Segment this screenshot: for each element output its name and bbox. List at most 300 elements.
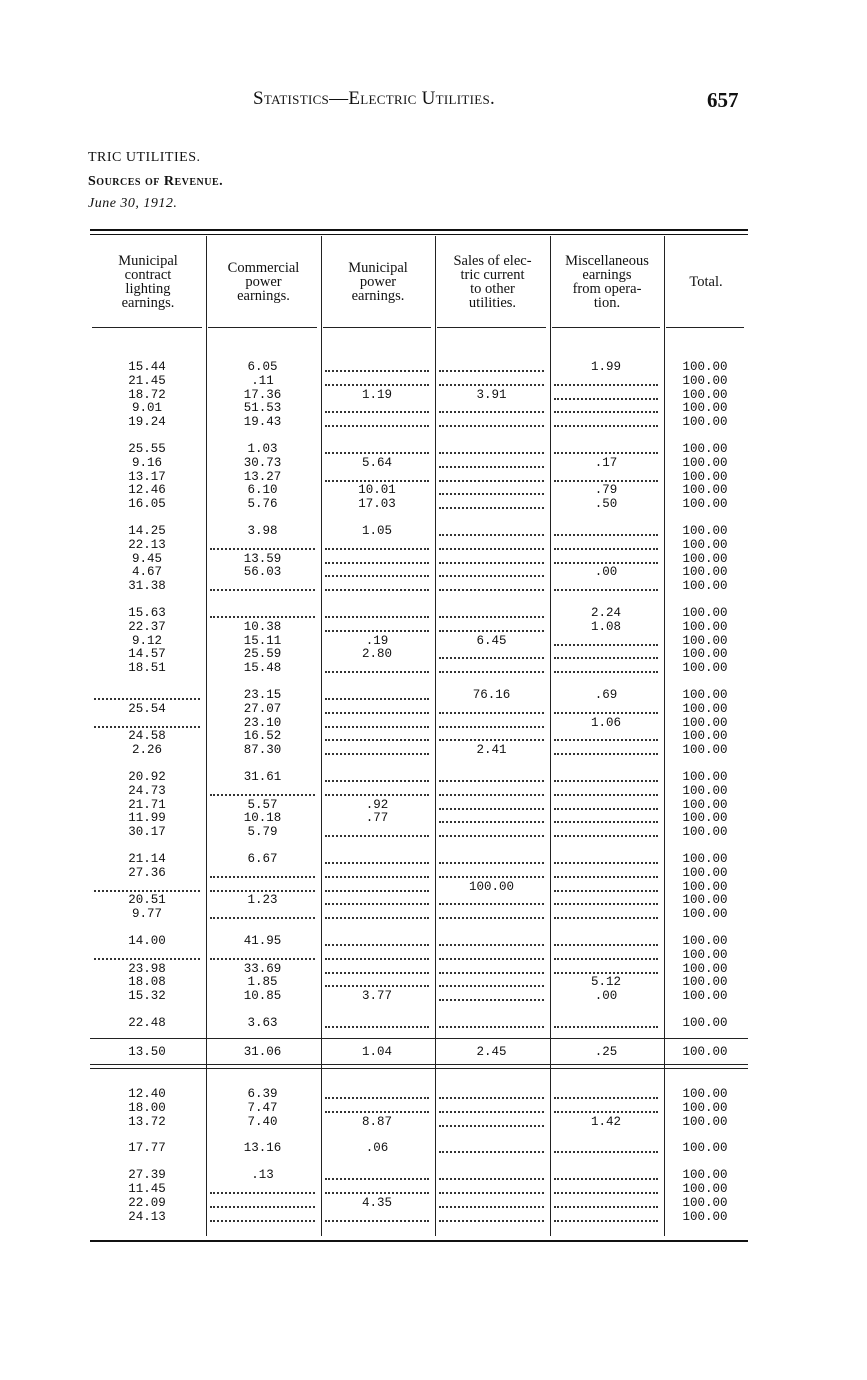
leader-dots bbox=[325, 793, 429, 796]
leader-dots bbox=[554, 779, 658, 782]
leader-dots bbox=[439, 424, 544, 427]
leader-dots bbox=[325, 588, 429, 591]
table-cell: 100.00 bbox=[682, 893, 728, 908]
table-cell: .79 bbox=[594, 483, 618, 498]
table-cell: 6.10 bbox=[247, 483, 278, 498]
leader-dots bbox=[210, 875, 315, 878]
leader-dots bbox=[325, 615, 429, 618]
leader-dots bbox=[554, 1110, 658, 1113]
column-header-line: Miscellaneous bbox=[565, 253, 649, 269]
leader-dots bbox=[554, 834, 658, 837]
leader-dots bbox=[439, 479, 544, 482]
table-cell: 1.08 bbox=[590, 619, 621, 634]
table-cell: 16.52 bbox=[243, 729, 282, 744]
table-cell: 87.30 bbox=[243, 743, 282, 758]
table-cell: 17.36 bbox=[243, 387, 282, 402]
table-cell: .17 bbox=[594, 455, 618, 470]
table-cell: 100.00 bbox=[682, 865, 728, 880]
leader-dots bbox=[554, 807, 658, 810]
table-cell: 2.26 bbox=[131, 743, 162, 758]
leader-dots bbox=[325, 889, 429, 892]
leader-dots bbox=[439, 834, 544, 837]
table-cell: 9.16 bbox=[131, 455, 162, 470]
column-header-line: tric current bbox=[460, 267, 525, 283]
table-cell: 100.00 bbox=[682, 879, 728, 894]
leader-dots bbox=[439, 984, 544, 987]
table-cell: .77 bbox=[365, 811, 389, 826]
leader-dots bbox=[210, 1219, 315, 1222]
leader-dots bbox=[439, 492, 544, 495]
table-cell: .25 bbox=[594, 1045, 618, 1059]
table-cell: 27.07 bbox=[243, 701, 282, 716]
table-cell: 1.85 bbox=[247, 975, 278, 990]
table-cell: 1.42 bbox=[590, 1114, 621, 1129]
leader-dots bbox=[325, 1219, 429, 1222]
leader-dots bbox=[554, 943, 658, 946]
table-cell: 16.05 bbox=[128, 497, 166, 512]
column-separator bbox=[664, 236, 665, 1236]
leader-dots bbox=[439, 561, 544, 564]
table-cell: 100.00 bbox=[682, 647, 728, 662]
table-cell: 100.00 bbox=[682, 524, 728, 538]
leader-dots bbox=[325, 752, 429, 755]
leader-dots bbox=[554, 588, 658, 591]
table-title: TRIC UTILITIES. bbox=[88, 150, 201, 165]
table-cell: 15.32 bbox=[128, 989, 166, 1004]
leader-dots bbox=[554, 1177, 658, 1180]
table-cell: 5.12 bbox=[590, 975, 621, 990]
leader-dots bbox=[554, 561, 658, 564]
table-cell: 33.69 bbox=[243, 961, 282, 976]
leader-dots bbox=[325, 629, 429, 632]
table-cell: 1.06 bbox=[590, 715, 621, 730]
leader-dots bbox=[210, 547, 315, 550]
leader-dots bbox=[210, 916, 315, 919]
column-header-line: lighting bbox=[125, 281, 171, 297]
leader-dots bbox=[439, 1096, 544, 1099]
table-cell: 56.03 bbox=[243, 565, 282, 580]
leader-dots bbox=[554, 451, 658, 454]
leader-dots bbox=[325, 738, 429, 741]
leader-dots bbox=[325, 1025, 429, 1028]
table-cell: 7.40 bbox=[247, 1114, 278, 1129]
header-underline bbox=[552, 327, 660, 328]
table-cell: 100.00 bbox=[682, 825, 728, 840]
table-cell: 13.16 bbox=[243, 1141, 282, 1156]
leader-dots bbox=[439, 998, 544, 1001]
leader-dots bbox=[325, 383, 429, 386]
column-header-line: contract bbox=[124, 267, 172, 283]
table-cell: 7.47 bbox=[247, 1100, 278, 1115]
table-cell: 22.13 bbox=[128, 537, 166, 552]
leader-dots bbox=[325, 902, 429, 905]
leader-dots bbox=[439, 410, 544, 413]
column-header-line: tion. bbox=[593, 295, 621, 311]
leader-dots bbox=[439, 656, 544, 659]
leader-dots bbox=[554, 875, 658, 878]
leader-dots bbox=[210, 615, 315, 618]
table-cell: 100.00 bbox=[682, 1045, 728, 1059]
table-cell: 100.00 bbox=[682, 619, 728, 634]
table-cell: 100.00 bbox=[682, 1195, 728, 1210]
leader-dots bbox=[439, 1205, 544, 1208]
leader-dots bbox=[439, 902, 544, 905]
leader-dots bbox=[554, 1219, 658, 1222]
leader-dots bbox=[325, 875, 429, 878]
leader-dots bbox=[439, 574, 544, 577]
table-cell: 100.00 bbox=[682, 947, 728, 962]
leader-dots bbox=[325, 943, 429, 946]
leader-dots bbox=[554, 971, 658, 974]
leader-dots bbox=[210, 588, 315, 591]
leader-dots bbox=[94, 725, 200, 728]
table-cell: .13 bbox=[251, 1168, 274, 1183]
table-cell: 18.08 bbox=[128, 975, 166, 990]
leader-dots bbox=[439, 670, 544, 673]
leader-dots bbox=[554, 670, 658, 673]
leader-dots bbox=[439, 1191, 544, 1194]
table-cell: 100.00 bbox=[682, 606, 728, 620]
table-cell: 100.00 bbox=[682, 497, 728, 512]
leader-dots bbox=[554, 424, 658, 427]
table-cell: 100.00 bbox=[682, 1100, 728, 1115]
bottom-rule bbox=[90, 1240, 748, 1242]
table-cell: 5.76 bbox=[247, 497, 278, 512]
table-cell: 100.00 bbox=[682, 797, 728, 812]
table-cell: 100.00 bbox=[682, 1141, 728, 1156]
table-cell: 2.41 bbox=[476, 743, 507, 758]
table-cell: 100.00 bbox=[682, 1114, 728, 1129]
leader-dots bbox=[325, 916, 429, 919]
table-cell: 24.58 bbox=[128, 729, 166, 744]
table-cell: 2.80 bbox=[361, 647, 392, 662]
table-cell: 23.10 bbox=[243, 715, 282, 730]
leader-dots bbox=[554, 752, 658, 755]
leader-dots bbox=[94, 889, 200, 892]
table-cell: 13.59 bbox=[243, 551, 282, 566]
table-cell: 4.35 bbox=[361, 1195, 392, 1210]
table-cell: 100.00 bbox=[682, 743, 728, 758]
leader-dots bbox=[439, 793, 544, 796]
leader-dots bbox=[554, 1150, 658, 1153]
header-underline bbox=[92, 327, 202, 328]
table-cell: 22.09 bbox=[128, 1195, 166, 1210]
leader-dots bbox=[325, 1096, 429, 1099]
table-cell: 100.00 bbox=[682, 401, 728, 416]
table-cell: 14.00 bbox=[128, 934, 166, 948]
leader-dots bbox=[554, 383, 658, 386]
running-head: Statistics—Electric Utilities. bbox=[253, 88, 496, 109]
table-cell: 100.00 bbox=[682, 387, 728, 402]
table-cell: 100.00 bbox=[682, 579, 728, 594]
table-cell: 11.99 bbox=[128, 811, 166, 826]
leader-dots bbox=[439, 451, 544, 454]
table-cell: 51.53 bbox=[243, 401, 282, 416]
table-cell: .11 bbox=[251, 373, 274, 388]
table-cell: 21.45 bbox=[128, 373, 166, 388]
table-date: June 30, 1912. bbox=[88, 196, 178, 211]
leader-dots bbox=[554, 1025, 658, 1028]
leader-dots bbox=[325, 725, 429, 728]
leader-dots bbox=[325, 451, 429, 454]
table-cell: 20.92 bbox=[128, 770, 166, 784]
table-cell: 1.03 bbox=[247, 442, 278, 456]
leader-dots bbox=[554, 889, 658, 892]
table-cell: 5.57 bbox=[247, 797, 278, 812]
table-cell: 9.01 bbox=[131, 401, 162, 416]
leader-dots bbox=[439, 1124, 544, 1127]
leader-dots bbox=[554, 643, 658, 646]
table-cell: 12.40 bbox=[128, 1087, 166, 1101]
header-underline bbox=[437, 327, 546, 328]
table-cell: .50 bbox=[594, 497, 618, 512]
column-separator bbox=[321, 236, 322, 1236]
table-cell: 100.00 bbox=[682, 633, 728, 648]
leader-dots bbox=[94, 957, 200, 960]
leader-dots bbox=[439, 916, 544, 919]
leader-dots bbox=[325, 670, 429, 673]
table-cell: 6.05 bbox=[247, 360, 278, 374]
header-underline bbox=[208, 327, 317, 328]
leader-dots bbox=[325, 561, 429, 564]
table-cell: 100.00 bbox=[682, 1016, 728, 1030]
leader-dots bbox=[325, 957, 429, 960]
column-header-line: utilities. bbox=[468, 295, 517, 311]
leader-dots bbox=[325, 410, 429, 413]
table-cell: 10.38 bbox=[243, 619, 282, 634]
table-cell: 19.24 bbox=[128, 415, 166, 430]
table-cell: 25.54 bbox=[128, 701, 166, 716]
column-header-line: earnings bbox=[582, 267, 632, 283]
leader-dots bbox=[554, 957, 658, 960]
leader-dots bbox=[439, 875, 544, 878]
column-header-line: power bbox=[359, 274, 397, 290]
column-header-line: Total. bbox=[689, 274, 723, 290]
table-cell: 13.50 bbox=[128, 1045, 166, 1059]
table-cell: 18.00 bbox=[128, 1100, 166, 1115]
table-cell: 100.00 bbox=[682, 1182, 728, 1196]
table-cell: 100.00 bbox=[682, 934, 728, 948]
table-cell: 100.00 bbox=[682, 469, 728, 484]
table-cell: .19 bbox=[365, 633, 389, 648]
table-cell: 10.18 bbox=[243, 811, 282, 826]
leader-dots bbox=[439, 820, 544, 823]
table-cell: 3.91 bbox=[476, 387, 507, 402]
table-cell: .06 bbox=[365, 1141, 389, 1156]
table-cell: 4.67 bbox=[131, 565, 162, 580]
table-cell: 100.00 bbox=[682, 770, 728, 784]
leader-dots bbox=[439, 711, 544, 714]
table-cell: 13.27 bbox=[243, 469, 282, 484]
table-cell: 17.77 bbox=[128, 1141, 166, 1156]
table-cell: 1.19 bbox=[361, 387, 392, 402]
table-cell: 10.85 bbox=[243, 989, 282, 1004]
leader-dots bbox=[439, 738, 544, 741]
table-cell: 19.43 bbox=[243, 415, 282, 430]
table-cell: 6.39 bbox=[247, 1087, 278, 1101]
leader-dots bbox=[439, 779, 544, 782]
table-cell: 100.00 bbox=[682, 373, 728, 388]
leader-dots bbox=[439, 1219, 544, 1222]
table-cell: 14.25 bbox=[128, 524, 166, 538]
table-cell: 23.98 bbox=[128, 961, 166, 976]
table-cell: 2.45 bbox=[476, 1045, 507, 1059]
table-cell: 100.00 bbox=[682, 442, 728, 456]
table-cell: 18.72 bbox=[128, 387, 166, 402]
table-cell: 100.00 bbox=[682, 852, 728, 866]
table-cell: 15.11 bbox=[243, 633, 282, 648]
column-separator bbox=[550, 236, 551, 1236]
leader-dots bbox=[554, 1096, 658, 1099]
leader-dots bbox=[439, 1150, 544, 1153]
table-cell: 100.00 bbox=[682, 455, 728, 470]
table-cell: 100.00 bbox=[682, 688, 728, 702]
leader-dots bbox=[439, 547, 544, 550]
table-cell: 17.03 bbox=[358, 497, 396, 512]
header-underline bbox=[666, 327, 744, 328]
table-cell: 100.00 bbox=[682, 415, 728, 430]
table-cell: 27.39 bbox=[128, 1168, 166, 1183]
leader-dots bbox=[325, 574, 429, 577]
table-cell: 9.45 bbox=[131, 551, 162, 566]
column-header-line: power bbox=[245, 274, 282, 290]
leader-dots bbox=[210, 793, 315, 796]
table-cell: 11.45 bbox=[128, 1182, 166, 1196]
table-cell: 20.51 bbox=[128, 893, 166, 908]
leader-dots bbox=[439, 383, 544, 386]
table-cell: 100.00 bbox=[682, 551, 728, 566]
column-header-line: earnings. bbox=[121, 295, 175, 311]
table-cell: 18.51 bbox=[128, 661, 166, 676]
table-cell: 8.87 bbox=[361, 1114, 392, 1129]
table-cell: 15.63 bbox=[128, 606, 166, 620]
leader-dots bbox=[439, 533, 544, 536]
leader-dots bbox=[210, 1205, 315, 1208]
table-cell: 100.00 bbox=[682, 537, 728, 552]
table-cell: 100.00 bbox=[682, 1168, 728, 1183]
leader-dots bbox=[439, 861, 544, 864]
table-cell: 27.36 bbox=[128, 865, 166, 880]
table-cell: 100.00 bbox=[682, 715, 728, 730]
leader-dots bbox=[439, 943, 544, 946]
leader-dots bbox=[210, 1191, 315, 1194]
table-cell: 14.57 bbox=[128, 647, 166, 662]
table-cell: 30.17 bbox=[128, 825, 166, 840]
table-cell: 100.00 bbox=[682, 360, 728, 374]
column-header-line: Sales of elec- bbox=[453, 253, 532, 269]
leader-dots bbox=[554, 656, 658, 659]
leader-dots bbox=[439, 725, 544, 728]
leader-dots bbox=[554, 547, 658, 550]
column-header-line: Municipal bbox=[118, 253, 178, 269]
table-cell: 9.77 bbox=[131, 907, 162, 922]
table-cell: 3.63 bbox=[247, 1016, 278, 1030]
leader-dots bbox=[325, 1177, 429, 1180]
leader-dots bbox=[554, 711, 658, 714]
table-cell: 25.59 bbox=[243, 647, 282, 662]
leader-dots bbox=[439, 465, 544, 468]
table-cell: 21.71 bbox=[128, 797, 166, 812]
table-cell: 3.77 bbox=[361, 989, 392, 1004]
leader-dots bbox=[325, 369, 429, 372]
table-cell: 100.00 bbox=[682, 783, 728, 798]
summary-rule-bottom-1 bbox=[90, 1064, 748, 1065]
leader-dots bbox=[554, 410, 658, 413]
leader-dots bbox=[94, 697, 200, 700]
leader-dots bbox=[325, 547, 429, 550]
table-cell: 25.55 bbox=[128, 442, 166, 456]
leader-dots bbox=[439, 957, 544, 960]
table-cell: 9.12 bbox=[131, 633, 162, 648]
table-cell: 10.01 bbox=[358, 483, 396, 498]
table-cell: 6.45 bbox=[476, 633, 507, 648]
leader-dots bbox=[554, 861, 658, 864]
table-cell: 100.00 bbox=[682, 661, 728, 676]
table-cell: 23.15 bbox=[243, 688, 282, 702]
column-header-line: to other bbox=[470, 281, 515, 297]
table-cell: 31.61 bbox=[243, 770, 282, 784]
leader-dots bbox=[325, 779, 429, 782]
table-cell: 31.06 bbox=[243, 1045, 282, 1059]
table-cell: 5.64 bbox=[361, 455, 392, 470]
leader-dots bbox=[554, 793, 658, 796]
table-cell: .00 bbox=[594, 565, 618, 580]
table-cell: 12.46 bbox=[128, 483, 166, 498]
column-header-line: earnings. bbox=[351, 288, 405, 304]
table-cell: 22.48 bbox=[128, 1016, 166, 1030]
leader-dots bbox=[439, 1110, 544, 1113]
table-cell: .00 bbox=[594, 989, 618, 1004]
table-cell: 13.72 bbox=[128, 1114, 166, 1129]
leader-dots bbox=[554, 902, 658, 905]
leader-dots bbox=[325, 1110, 429, 1113]
page-number: 657 bbox=[707, 88, 739, 112]
column-header-line: Commercial bbox=[227, 260, 300, 276]
table-cell: 100.00 bbox=[682, 961, 728, 976]
leader-dots bbox=[554, 916, 658, 919]
leader-dots bbox=[554, 533, 658, 536]
table-cell: 100.00 bbox=[682, 1087, 728, 1101]
table-cell: 30.73 bbox=[243, 455, 282, 470]
table-cell: 1.99 bbox=[590, 360, 621, 374]
leader-dots bbox=[439, 1025, 544, 1028]
summary-rule-top bbox=[90, 1038, 748, 1039]
column-header-line: from opera- bbox=[572, 281, 642, 297]
summary-rule-bottom-2 bbox=[90, 1068, 748, 1069]
leader-dots bbox=[325, 984, 429, 987]
table-cell: .92 bbox=[365, 797, 389, 812]
table-cell: 100.00 bbox=[682, 701, 728, 716]
table-cell: 15.48 bbox=[243, 661, 282, 676]
leader-dots bbox=[325, 424, 429, 427]
table-cell: 24.73 bbox=[128, 783, 166, 798]
table-cell: 100.00 bbox=[682, 989, 728, 1004]
table-cell: 100.00 bbox=[468, 879, 514, 894]
leader-dots bbox=[554, 397, 658, 400]
table-cell: 100.00 bbox=[682, 975, 728, 990]
leader-dots bbox=[439, 971, 544, 974]
leader-dots bbox=[439, 629, 544, 632]
leader-dots bbox=[554, 1205, 658, 1208]
leader-dots bbox=[554, 479, 658, 482]
table-cell: 2.24 bbox=[590, 606, 621, 620]
table-cell: 76.16 bbox=[472, 688, 511, 702]
column-separator bbox=[206, 236, 207, 1236]
table-cell: 24.13 bbox=[128, 1209, 166, 1224]
column-header-line: Municipal bbox=[348, 260, 408, 276]
table-cell: 31.38 bbox=[128, 579, 166, 594]
leader-dots bbox=[325, 971, 429, 974]
